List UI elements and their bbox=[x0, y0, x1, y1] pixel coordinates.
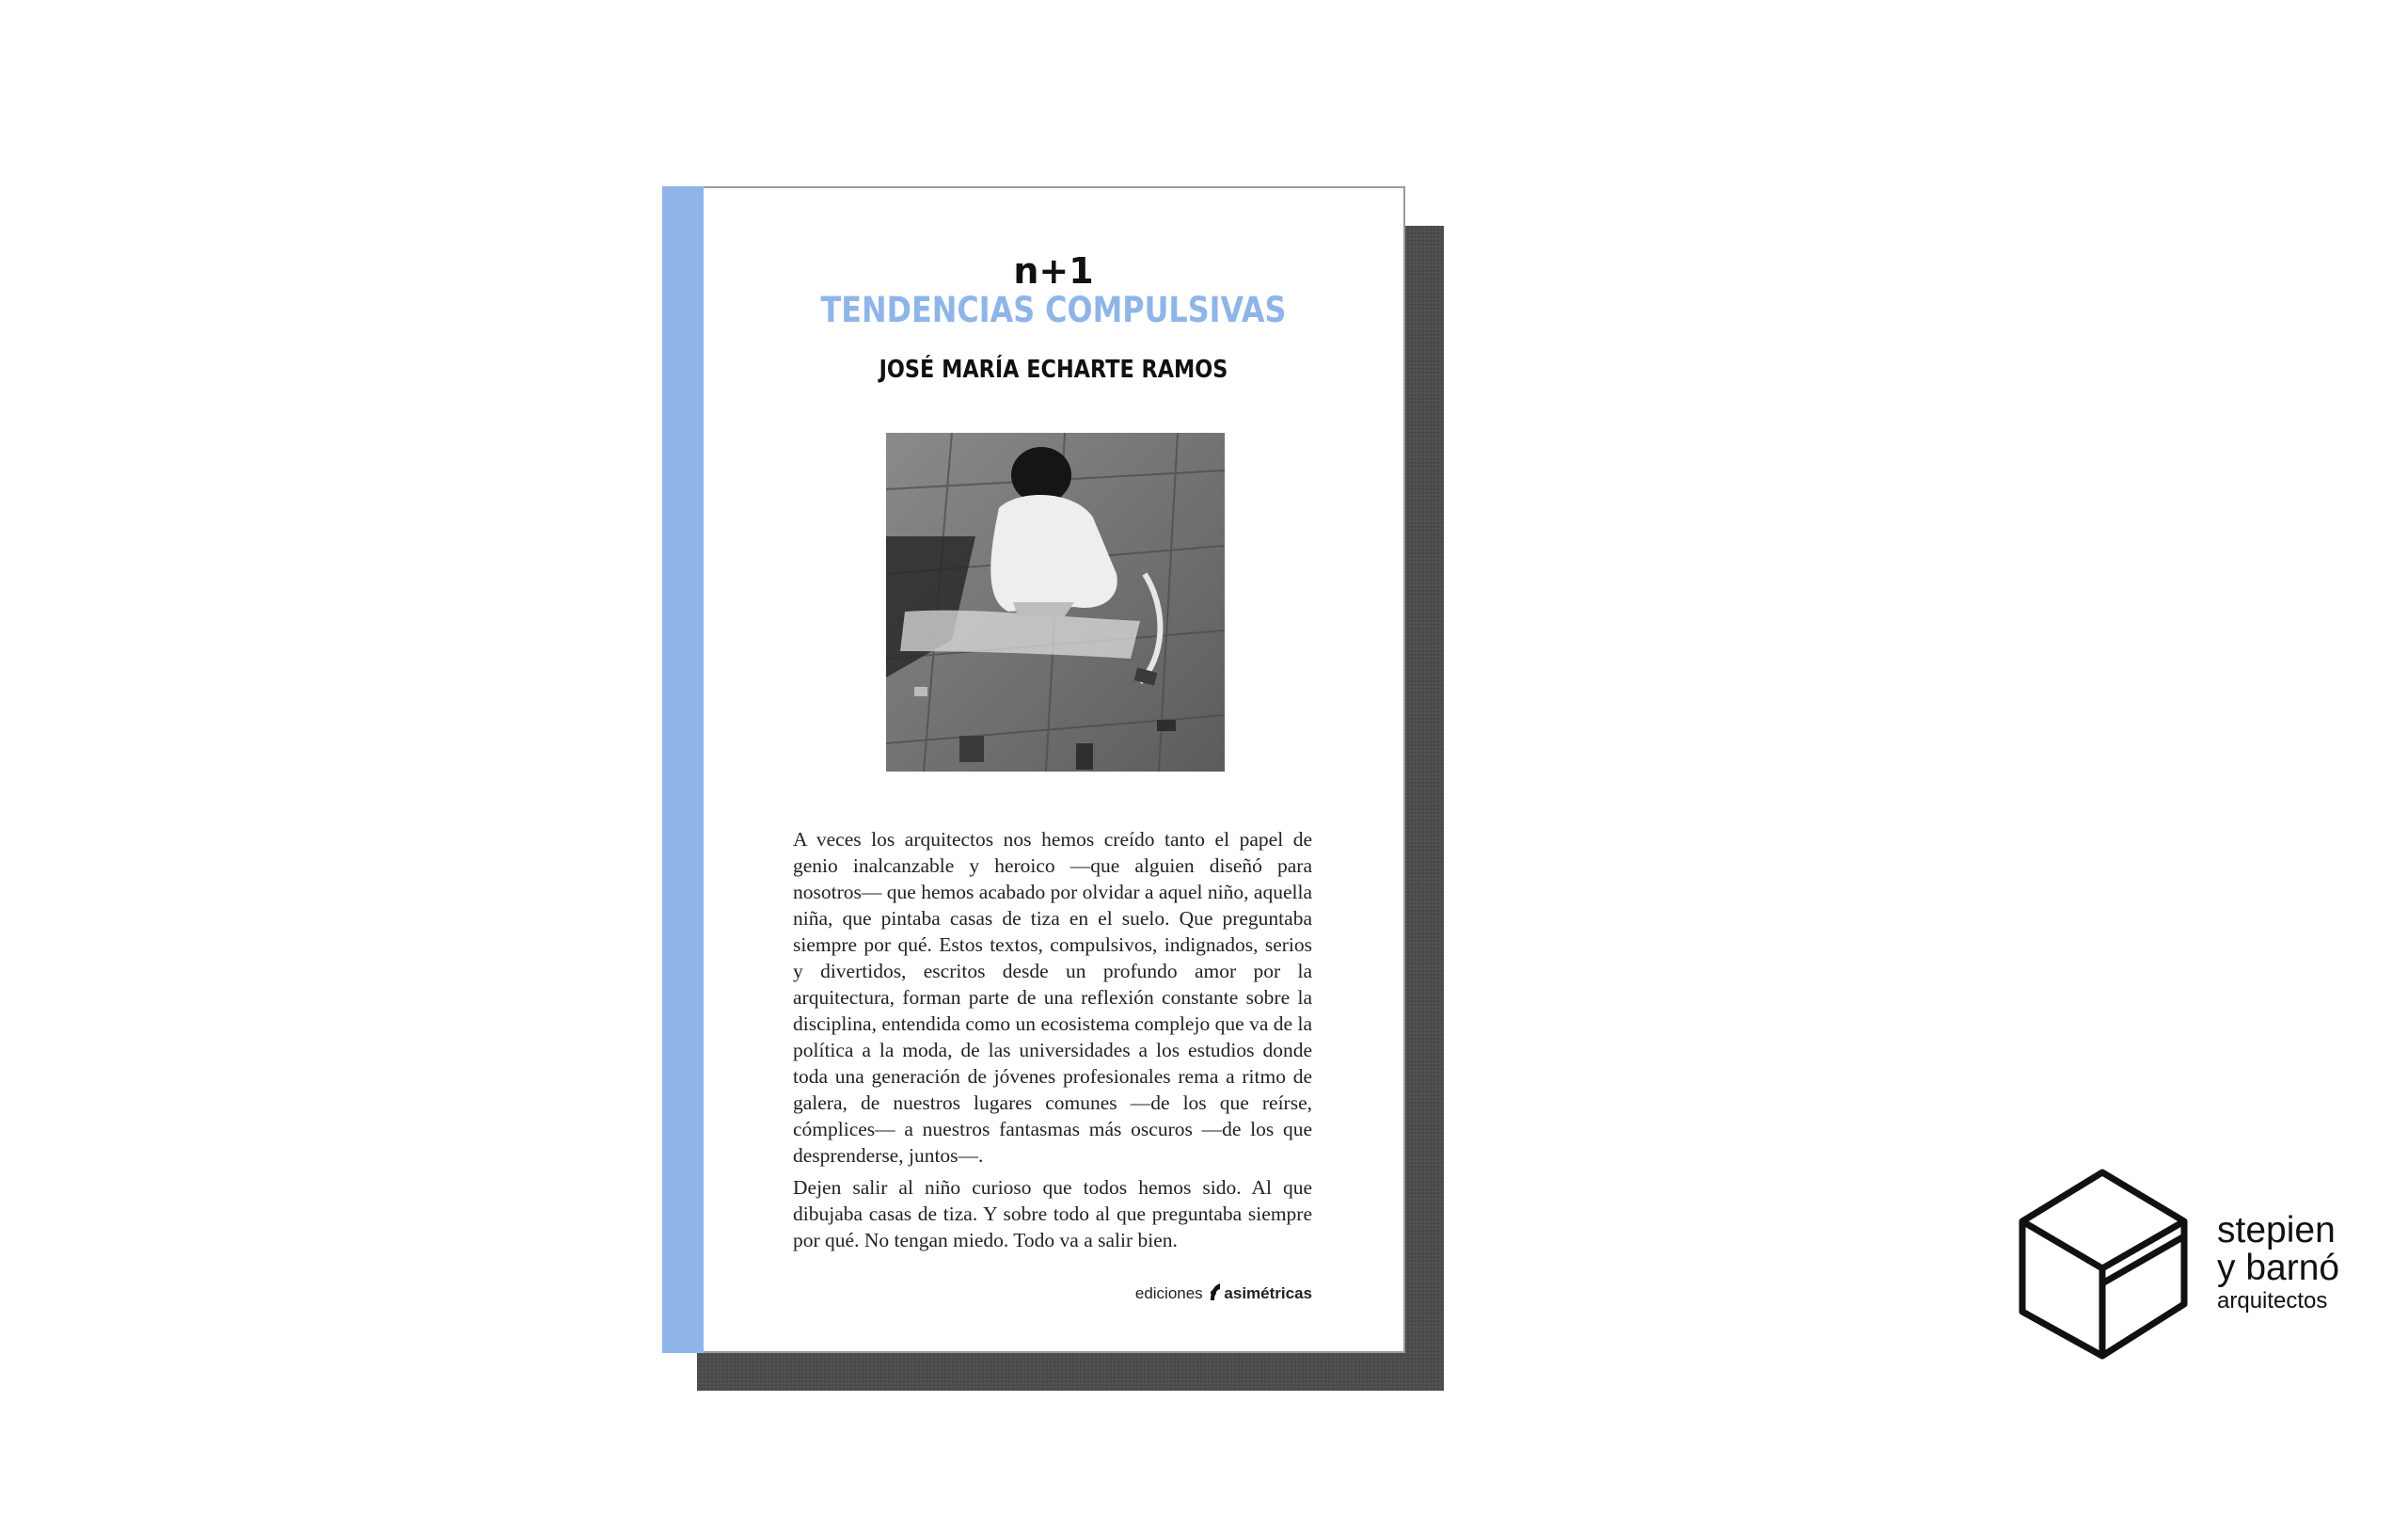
cover-photo bbox=[886, 433, 1225, 772]
publisher-imprint bbox=[1110, 1282, 1312, 1307]
logo-line-y-barno: y barnó bbox=[2217, 1248, 2340, 1288]
logo-line-stepien: stepien bbox=[2217, 1210, 2336, 1250]
cube-logo-icon bbox=[2013, 1163, 2192, 1361]
blurb-paragraph-2: Dejen salir al niño curioso que todos hemos sido. Al que dibujaba casas de tiza. Y sobre todo al que preguntaba siempre por qué. No tengan miedo. Todo va a salir bien. bbox=[793, 1176, 1312, 1251]
book-spine bbox=[662, 186, 704, 1353]
book-author: JOSÉ MARÍA ECHARTE RAMOS bbox=[879, 356, 1228, 384]
publisher-name: asimétricas bbox=[1224, 1283, 1312, 1302]
logo-line-arquitectos: arquitectos bbox=[2217, 1288, 2328, 1314]
book-title: TENDENCIAS COMPULSIVAS bbox=[820, 290, 1287, 330]
book-series: n+1 bbox=[1013, 250, 1094, 292]
publisher-prefix: ediciones bbox=[1134, 1283, 1203, 1302]
publisher-logo-icon bbox=[1209, 1282, 1222, 1307]
studio-logo-text bbox=[2217, 1212, 2339, 1315]
book-blurb bbox=[793, 826, 1312, 1259]
blurb-paragraph-1: A veces los arquitectos nos hemos creído tanto el papel de genio inalcanzable y heroico —que alguien diseñó para nosotros— que hemos acabado por olvidar a aquel niño, aquella niña, que pintaba casas de tiza en el suelo. Que preguntaba siempre por qué. Estos textos, compulsivos, indignados, serios y divertidos, escritos desde un profundo amor por la arquitectura, forman parte de una reflexión constante sobre la disciplina, entendida como un ecosistema complejo que va de la política a la moda, de las universidades a los estudios donde toda una generación de jóvenes profesionales rema a ritmo de galera, de nuestros lugares comunes —de los que reírse, cómplices— a nuestros fantasmas más oscuros —de los que desprenderse, juntos—. bbox=[793, 828, 1312, 1167]
